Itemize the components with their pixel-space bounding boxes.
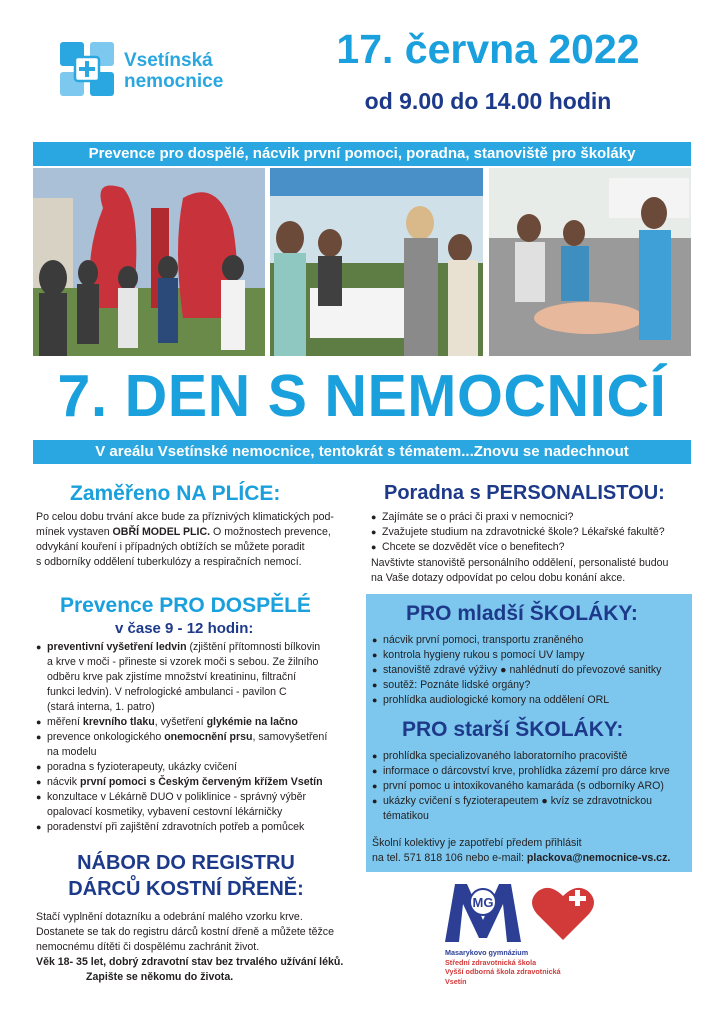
logo-line-2: nemocnice (124, 71, 224, 92)
contact-email[interactable]: plackova@nemocnice-vs.cz. (526, 852, 671, 864)
personal-heading: Poradna s PERSONALISTOU: (384, 482, 665, 504)
school-name (445, 948, 561, 986)
donors-line-3: nemocnému dítěti či dospělému zachránit život. (36, 941, 260, 953)
personal-line-1: Navštivte stanoviště personálního oddělení, personalisté budou (371, 557, 669, 569)
list-item: ● Chcete se dozvědět více o benefitech? (371, 540, 696, 555)
younger-heading: PRO mladší ŠKOLÁKY: (406, 602, 638, 625)
list-item: ● Zajímáte se o práci či praxi v nemocnici? (371, 510, 696, 525)
list-item: ● poradna s fyzioterapeuty, ukázky cvičení (36, 760, 358, 775)
main-title: 7. DEN S NEMOCNICÍ (57, 363, 667, 429)
register-line-1: Školní kolektivy je zapotřebí předem přihlásit (372, 837, 582, 849)
list-item: ● soutěž: Poznáte lidské orgány? (372, 678, 692, 693)
lungs-line-2: mínek vystaven OBŘÍ MODEL PLIC. O možnostech prevence, (36, 526, 331, 538)
list-item: ● prevence onkologického onemocnění prsu, samovyšetření na modelu (36, 730, 358, 760)
school-line-4: Vsetín (445, 976, 467, 986)
list-item: ● informace o dárcovství krve, prohlídka zázemí pro dárce krve (372, 764, 692, 779)
lungs-line-3: odvykání kouření i případných obtížích se můžete poradit (36, 541, 305, 553)
donors-heading-line-2: DÁRCŮ KOSTNÍ DŘENĚ: (68, 878, 304, 900)
list-item: ● nácvik první pomoci, transportu zraněného (372, 633, 692, 648)
personal-line-2: na Vaše dotazy odpovídat po celou dobu konání akce. (371, 572, 626, 584)
event-hours: od 9.00 do 14.00 hodin (364, 88, 612, 114)
top-banner: Prevence pro dospělé, nácvik první pomoci, poradna, stanoviště pro školáky (33, 142, 691, 166)
subtitle-banner: V areálu Vsetínské nemocnice, tentokrát s tématem...Znovu se nadechnout (33, 440, 691, 464)
donors-heading (36, 850, 336, 902)
school-line-3: Vyšší odborná škola zdravotnická (445, 967, 561, 976)
donors-line-4: Věk 18- 35 let, dobrý zdravotní stav bez trvalého užívání léků. (36, 956, 344, 968)
hospital-logo-icon (58, 40, 116, 98)
donors-line-5: Zapište se někomu do života. (86, 971, 234, 983)
younger-list (372, 633, 692, 708)
school-logo-icon (445, 880, 605, 945)
older-heading: PRO starší ŠKOLÁKY: (402, 718, 624, 741)
list-item: ● Zvažujete studium na zdravotnické škole? Lékařské fakultě? (371, 525, 696, 540)
lungs-line-1: Po celou dobu trvání akce bude za příznivých klimatických pod- (36, 511, 334, 523)
lungs-text (36, 510, 356, 570)
list-item: ● konzultace v Lékárně DUO v poliklinice - správný výběr opalovací kosmetiky, vybavení cestovní lékárničky (36, 790, 358, 820)
list-item: ● poradenství při zajištění zdravotních potřeb a pomůcek (36, 820, 358, 835)
lungs-heading: Zaměřeno NA PLÍCE: (70, 482, 281, 505)
register-line-2: na tel. 571 818 106 nebo e-mail: plackova@nemocnice-vs.cz. (372, 852, 671, 864)
donors-line-2: Dostanete se tak do registru dárců kostní dřeně a můžete těžce (36, 926, 334, 938)
logo-line-1: Vsetínská (124, 50, 213, 71)
list-item: ● měření krevního tlaku, vyšetření glykémie na lačno (36, 715, 358, 730)
donors-heading-line-1: NÁBOR DO REGISTRU (77, 852, 295, 874)
personal-text (371, 556, 696, 586)
adults-time: v čase 9 - 12 hodin: (115, 620, 254, 637)
school-line-1: Masarykovo gymnázium (445, 948, 529, 957)
photo-first-aid (489, 168, 691, 356)
adults-list (36, 640, 358, 835)
personal-list (371, 510, 696, 555)
photo-lung-model (33, 168, 265, 356)
older-list (372, 749, 692, 824)
svg-text:MG: MG (472, 895, 494, 910)
donors-line-1: Stačí vyplnění dotazníku a odebrání malého vzorku krve. (36, 911, 303, 923)
adults-heading: Prevence PRO DOSPĚLÉ (60, 594, 311, 617)
list-item: ● stanoviště zdravé výživy ● nahlédnutí do převozové sanitky (372, 663, 692, 678)
school-line-2: Střední zdravotnická škola (445, 957, 537, 967)
lungs-line-4: s odborníky oddělení tuberkulózy a respiračních nemocí. (36, 556, 302, 568)
list-item: ● prohlídka audiologické komory na oddělení ORL (372, 693, 692, 708)
register-text (372, 836, 692, 866)
list-item: ● první pomoc u intoxikovaného kamaráda (s odborníky ARO) (372, 779, 692, 794)
list-item: ● nácvik první pomoci s Českým červeným křížem Vsetín (36, 775, 358, 790)
list-item: ● kontrola hygieny rukou s pomocí UV lampy (372, 648, 692, 663)
list-item: ● ukázky cvičení s fyzioterapeutem ● kvíz se zdravotnickou tématikou (372, 794, 692, 824)
donors-text (36, 910, 361, 985)
photo-table-demo (270, 168, 483, 356)
list-item: ● preventivní vyšetření ledvin (zjištění přítomnosti bílkovin a krve v moči - přineste si vzorek moči s sebou. Ze žilního odběru krve pak zjistíme množství kreatininu, filtrační funkci ledvin). V nefrologické ambulanci - pavilon C (stará interna, 1. patro) (36, 640, 358, 715)
list-item: ● prohlídka specializovaného laboratorního pracoviště (372, 749, 692, 764)
hospital-logo-text (124, 50, 223, 92)
event-date: 17. června 2022 (336, 26, 640, 72)
